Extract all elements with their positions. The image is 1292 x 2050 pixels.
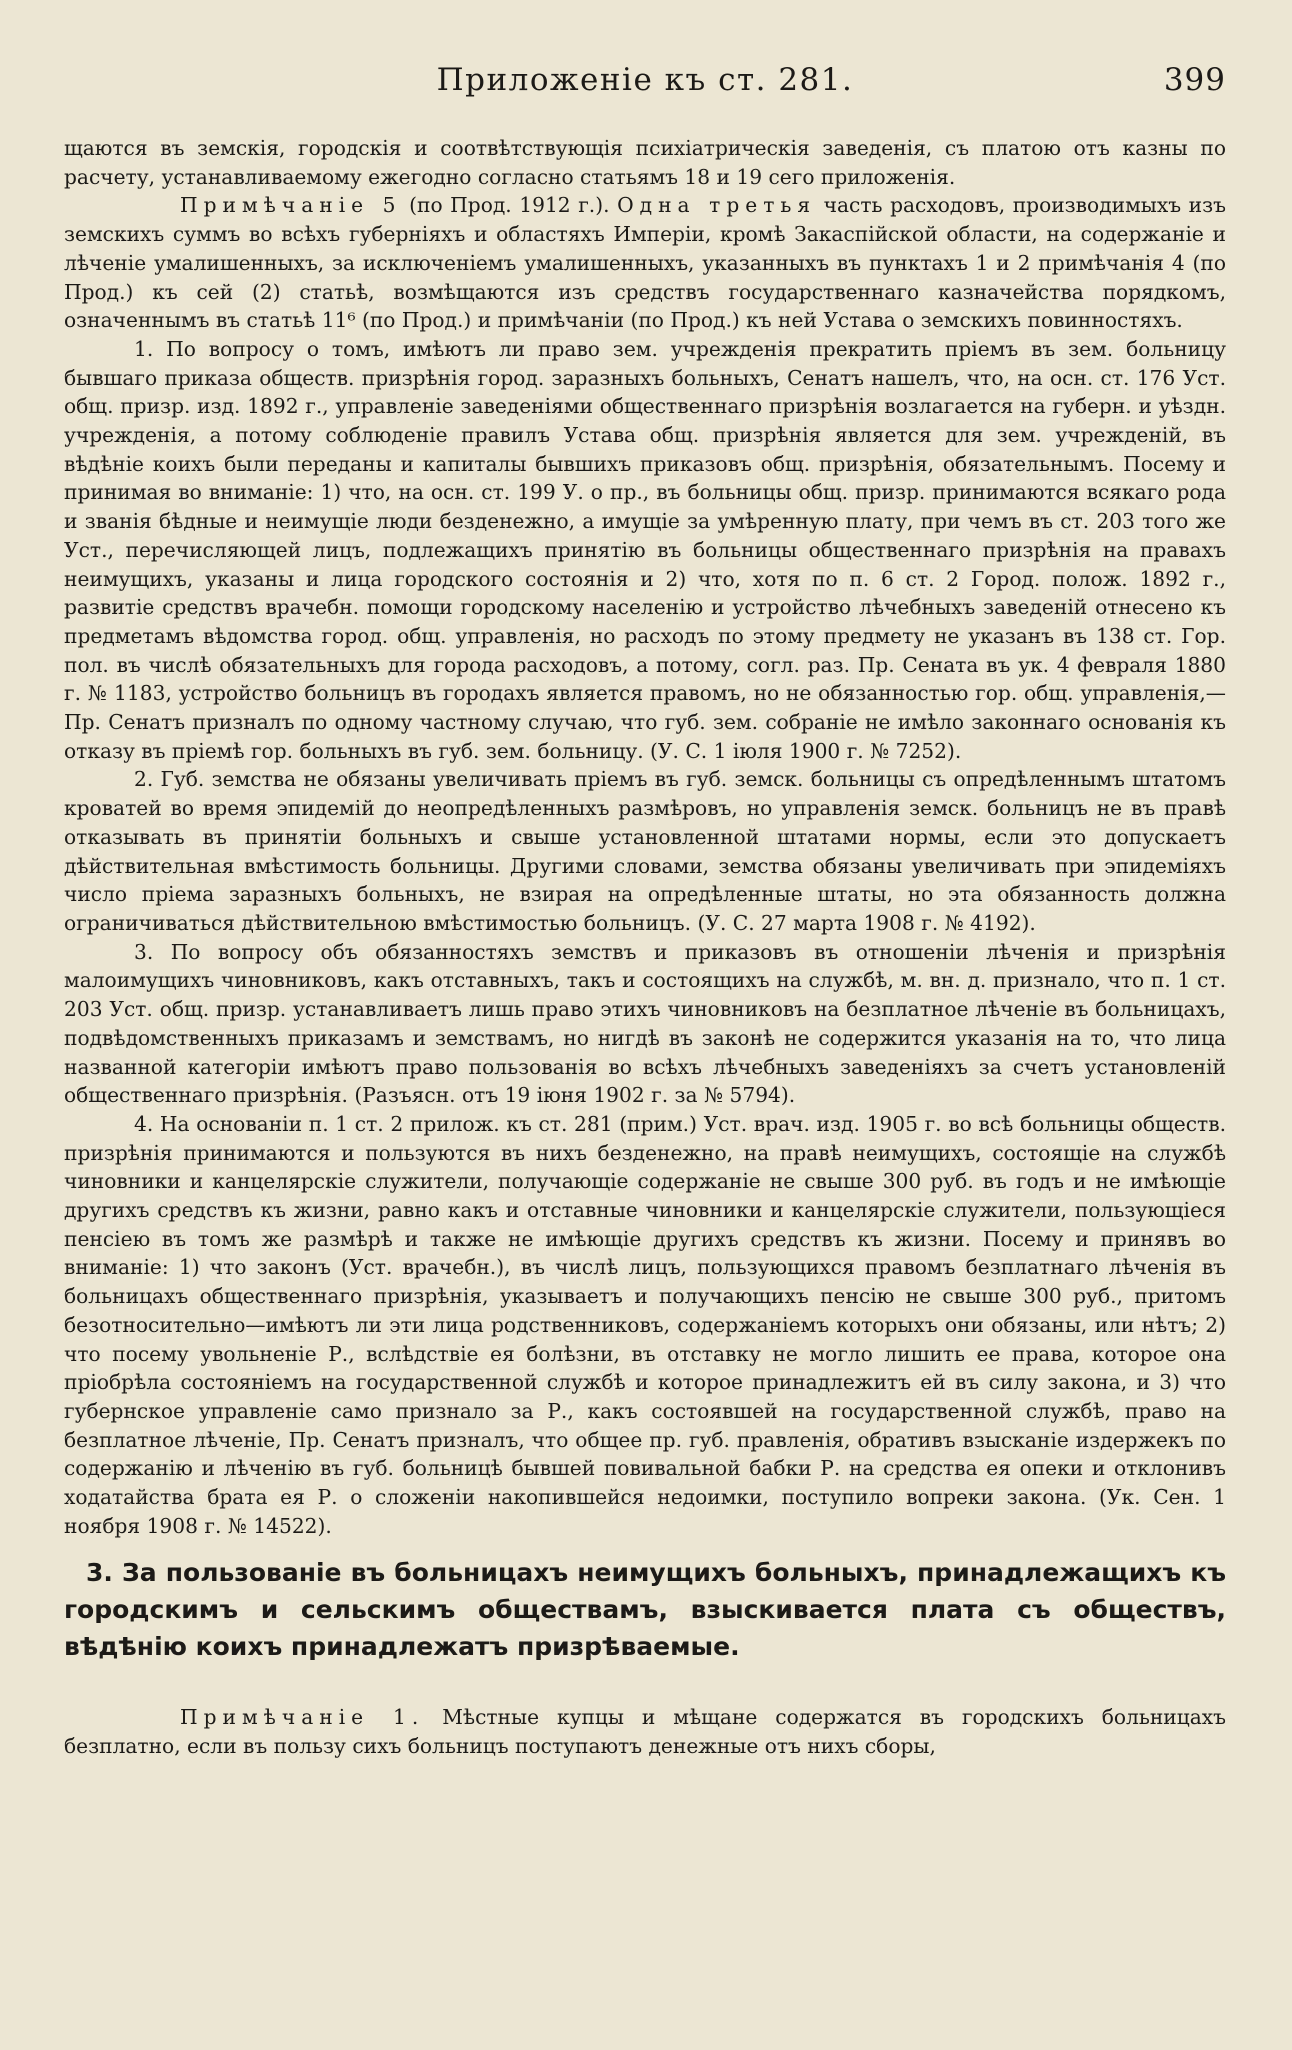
note-1-label: Примѣчаніе 1.	[180, 1705, 425, 1730]
article-3	[64, 1554, 1226, 1665]
page-number: 399	[1163, 62, 1226, 98]
note-5-source: (по Прод. 1912 г.).	[409, 193, 610, 218]
note-5-label: Примѣчаніе 5	[180, 193, 402, 218]
clause-2: 2. Губ. земства не обязаны увеличивать пріемъ въ губ. земск. больницы съ опредѣленнымъ штатомъ кроватей во время эпидемій до неопредѣленныхъ размѣровъ, но управленія земск. больницъ не въ правѣ отказывать въ принятіи больныхъ и свыше установленной штатами нормы, если это допускаетъ дѣйствительная вмѣстимость больницы. Другими словами, земства обязаны увеличивать при эпидеміяхъ число пріема заразныхъ больныхъ, не взирая на опредѣленные штаты, но эта обязанность должна ограничиваться дѣйствительною вмѣстимостью больницъ. (У. С. 27 марта 1908 г. № 4192).	[64, 767, 1226, 935]
note-5-paragraph	[64, 191, 1226, 335]
note-5-lead: Одна третья	[617, 193, 817, 218]
note-1-text: Мѣстные купцы и мѣщане содержатся въ городскихъ больницахъ безплатно, если въ пользу сихъ больницъ поступаютъ денежные отъ нихъ сборы,	[64, 1705, 1226, 1759]
clause-4: 4. На основаніи п. 1 ст. 2 прилож. къ ст. 281 (прим.) Уст. врач. изд. 1905 г. во всѣ больницы обществ. призрѣнія принимаются и пользуются въ нихъ безденежно, на правѣ неимущихъ, состоящіе на службѣ чиновники и канцелярскіе служители, получающіе содержаніе не свыше 300 руб. въ годъ и не имѣющіе другихъ средствъ къ жизни, равно какъ и отставные чиновники и канцелярскіе служители, пользующіеся пенсіею въ томъ же размѣрѣ и также не имѣющіе другихъ средствъ къ жизни. Посему и принявъ во вниманіе: 1) что законъ (Уст. врачебн.), въ числѣ лицъ, пользующихся правомъ безплатнаго лѣченія въ больницахъ общественнаго призрѣнія, указываетъ и получающихъ пенсію не свыше 300 руб., притомъ безотносительно—имѣютъ ли эти лица родственниковъ, содержаніемъ которыхъ они обязаны, или нѣтъ; 2) что посему увольненіе Р., вслѣдствіе ея болѣзни, въ отставку не могло лишить ее права, которое она пріобрѣла состояніемъ на государственной службѣ и которое принадлежитъ ей въ силу закона, и 3) что губернское управленіе само признало за Р., какъ состоявшей на государственной службѣ, право на безплатное лѣченіе, Пр. Сенатъ призналъ, что общее пр. губ. правленія, обративъ взысканіе издержекъ по содержанію и лѣченію въ губ. больницѣ бывшей повивальной бабки Р. на средства ея опеки и отклонивъ ходатайства брата ея Р. о сложеніи накопившейся недоимки, поступило вопреки закона. (Ук. Сен. 1 ноября 1908 г. № 14522).	[64, 1111, 1226, 1538]
note-1-paragraph	[64, 1703, 1226, 1760]
running-title: Приложеніе къ ст. 281.	[436, 62, 854, 98]
page-header	[64, 62, 1226, 110]
note-1-block	[64, 1703, 1226, 1760]
main-text	[64, 134, 1226, 1540]
clause-3: 3. По вопросу объ обязанностяхъ земствъ и приказовъ въ отношеніи лѣченія и призрѣнія малоимущихъ чиновниковъ, какъ отставныхъ, такъ и состоящихъ на службѣ, м. вн. д. признало, что п. 1 ст. 203 Уст. общ. призр. устанавливаетъ лишь право этихъ чиновниковъ на безплатное лѣченіе въ больницахъ, подвѣдомственныхъ приказамъ и земствамъ, но нигдѣ въ законѣ не содержится указанія на то, что лица названной категоріи имѣютъ право пользованія во всѣхъ лѣчебныхъ заведеніяхъ за счетъ установленій общественнаго призрѣнія. (Разъясн. отъ 19 іюня 1902 г. за № 5794).	[64, 939, 1226, 1108]
article-3-text: За пользованіе въ больницахъ неимущихъ больныхъ, принадлежащихъ къ городскимъ и сельскимъ обществамъ, взыскивается плата съ обществъ, вѣдѣнію коихъ принадлежатъ призрѣваемые.	[64, 1558, 1226, 1662]
continuation-paragraph: щаются въ земскія, городскія и соотвѣтствующія психіатрическія заведенія, съ платою отъ казны по расчету, устанавливаемому ежегодно согласно статьямъ 18 и 19 сего приложенія.	[64, 136, 1226, 189]
note-5-text: часть расходовъ, производимыхъ изъ земскихъ суммъ во всѣхъ губерніяхъ и областяхъ Имперіи, кромѣ Закаспійской области, на содержаніе и лѣченіе умалишенныхъ, за исключеніемъ умалишенныхъ, указанныхъ въ пунктахъ 1 и 2 примѣчанія 4 (по Прод.) къ сей (2) статьѣ, возмѣщаются изъ средствъ государственнаго казначейства порядкомъ, означеннымъ въ статьѣ 11⁶ (по Прод.) и примѣчаніи (по Прод.) къ ней Устава о земскихъ повинностяхъ.	[64, 193, 1226, 333]
article-3-number: 3.	[86, 1558, 113, 1588]
clause-1: 1. По вопросу о томъ, имѣютъ ли право зем. учрежденія прекратить пріемъ въ зем. больницу бывшаго приказа обществ. призрѣнія город. заразныхъ больныхъ, Сенатъ нашелъ, что, на осн. ст. 176 Уст. общ. призр. изд. 1892 г., управленіе заведеніями общественнаго призрѣнія возлагается на губерн. и уѣздн. учрежденія, а потому соблюденіе правилъ Устава общ. призрѣнія является для зем. учрежденій, въ вѣдѣніе коихъ были переданы и капиталы бывшихъ приказовъ общ. призрѣнія, обязательнымъ. Посему и принимая во вниманіе: 1) что, на осн. ст. 199 У. о пр., въ больницы общ. призр. принимаются всякаго рода и званія бѣдные и неимущіе люди безденежно, а имущіе за умѣренную плату, при чемъ въ ст. 203 того же Уст., перечисляющей лицъ, подлежащихъ принятію въ больницы общественнаго призрѣнія на правахъ неимущихъ, указаны и лица городского состоянія и 2) что, хотя по п. 6 ст. 2 Город. полож. 1892 г., развитіе средствъ врачебн. помощи городскому населенію и устройство лѣчебныхъ заведеній отнесено къ предметамъ вѣдомства город. общ. управленія, но расходъ по этому предмету не указанъ въ 138 ст. Гор. пол. въ числѣ обязательныхъ для города расходовъ, а потому, согл. раз. Пр. Сената въ ук. 4 февраля 1880 г. № 1183, устройство больницъ въ городахъ является правомъ, но не обязанностью гор. общ. управленія,—Пр. Сенатъ призналъ по одному частному случаю, что губ. зем. собраніе не имѣло законнаго основанія къ отказу въ пріемѣ гор. больныхъ въ губ. зем. больницу. (У. С. 1 іюля 1900 г. № 7252).	[64, 336, 1226, 763]
